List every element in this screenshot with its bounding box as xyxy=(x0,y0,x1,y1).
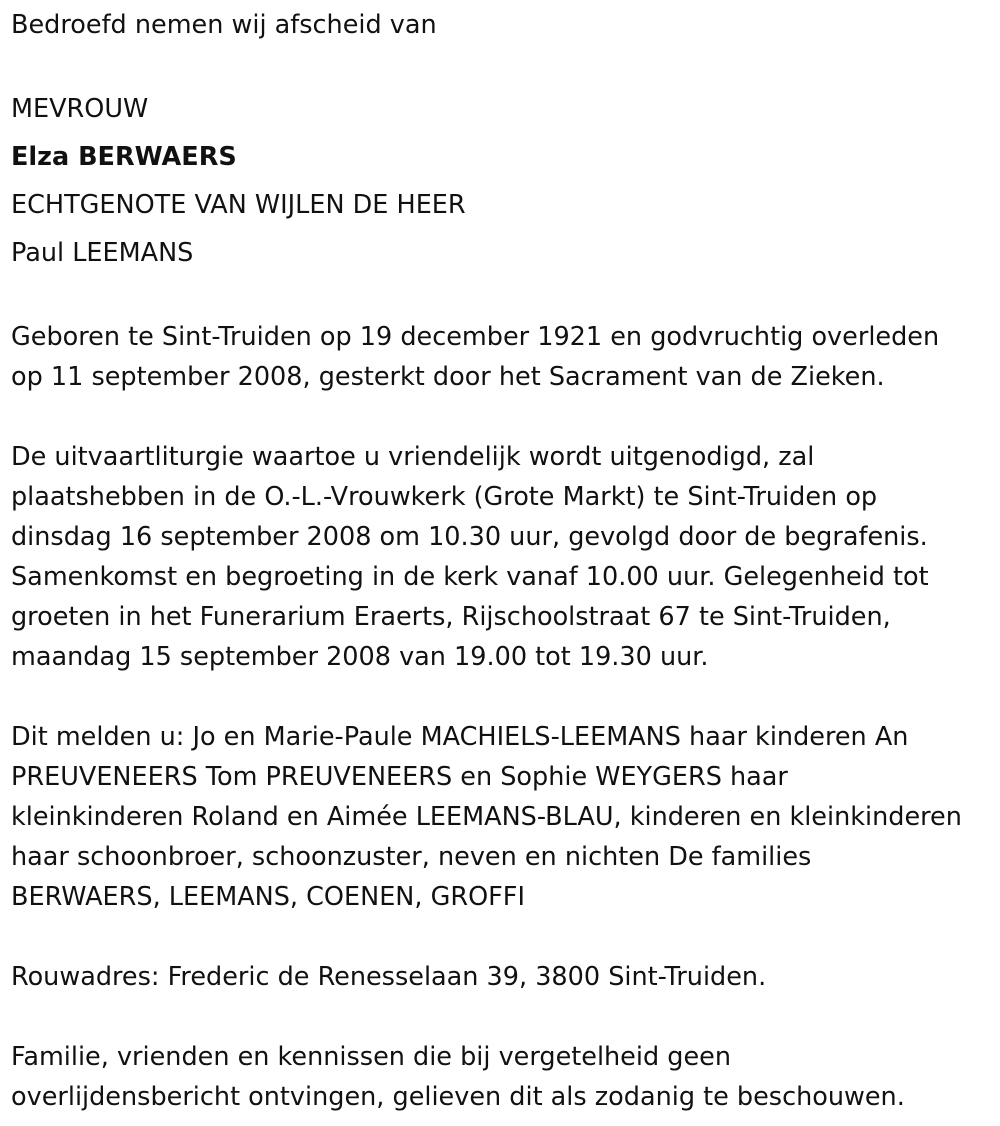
paragraph-line: dinsdag 16 september 2008 om 10.30 uur, gevolgd door de begrafenis. xyxy=(11,522,928,552)
announcers-paragraph xyxy=(11,717,996,917)
closing-paragraph xyxy=(11,1037,996,1117)
paragraph-line: De uitvaartliturgie waartoe u vriendelijk wordt uitgenodigd, zal xyxy=(11,442,815,472)
paragraph-line: PREUVENEERS Tom PREUVENEERS en Sophie WEYGERS haar xyxy=(11,762,788,792)
birth-death-paragraph xyxy=(11,317,996,397)
deceased-title: MEVROUW xyxy=(11,94,149,124)
paragraph-line: maandag 15 september 2008 van 19.00 tot 19.30 uur. xyxy=(11,642,709,672)
paragraph-line: BERWAERS, LEEMANS, COENEN, GROFFI xyxy=(11,882,525,912)
spacer xyxy=(11,397,996,437)
paragraph-line: Familie, vrienden en kennissen die bij vergetelheid geen xyxy=(11,1042,731,1072)
paragraph-line: Geboren te Sint-Truiden op 19 december 1921 en godvruchtig overleden xyxy=(11,322,940,352)
spacer xyxy=(11,917,996,957)
mourning-address: Rouwadres: Frederic de Renesselaan 39, 3800 Sint-Truiden. xyxy=(11,962,767,992)
spacer xyxy=(11,997,996,1037)
paragraph-line: kleinkinderen Roland en Aimée LEEMANS-BLAU, kinderen en kleinkinderen xyxy=(11,802,962,832)
paragraph-line: overlijdensbericht ontvingen, gelieven dit als zodanig te beschouwen. xyxy=(11,1082,905,1112)
ceremony-paragraph xyxy=(11,437,996,677)
paragraph-line: plaatshebben in de O.-L.-Vrouwkerk (Grote Markt) te Sint-Truiden op xyxy=(11,482,878,512)
intro-text: Bedroefd nemen wij afscheid van xyxy=(11,10,437,40)
paragraph-line: Dit melden u: Jo en Marie-Paule MACHIELS-LEEMANS haar kinderen An xyxy=(11,722,909,752)
spacer xyxy=(11,277,996,317)
spacer xyxy=(11,45,996,85)
paragraph-line: groeten in het Funerarium Eraerts, Rijschoolstraat 67 te Sint-Truiden, xyxy=(11,602,891,632)
deceased-relation: ECHTGENOTE VAN WIJLEN DE HEER xyxy=(11,190,466,220)
spacer xyxy=(11,677,996,717)
paragraph-line: op 11 september 2008, gesterkt door het Sacrament van de Zieken. xyxy=(11,362,885,392)
paragraph-line: haar schoonbroer, schoonzuster, neven en nichten De families xyxy=(11,842,812,872)
deceased-block xyxy=(11,85,996,277)
deceased-name: Elza BERWAERS xyxy=(11,142,237,172)
obituary-document xyxy=(11,5,996,1117)
paragraph-line: Samenkomst en begroeting in de kerk vanaf 10.00 uur. Gelegenheid tot xyxy=(11,562,929,592)
spouse-name: Paul LEEMANS xyxy=(11,238,194,268)
